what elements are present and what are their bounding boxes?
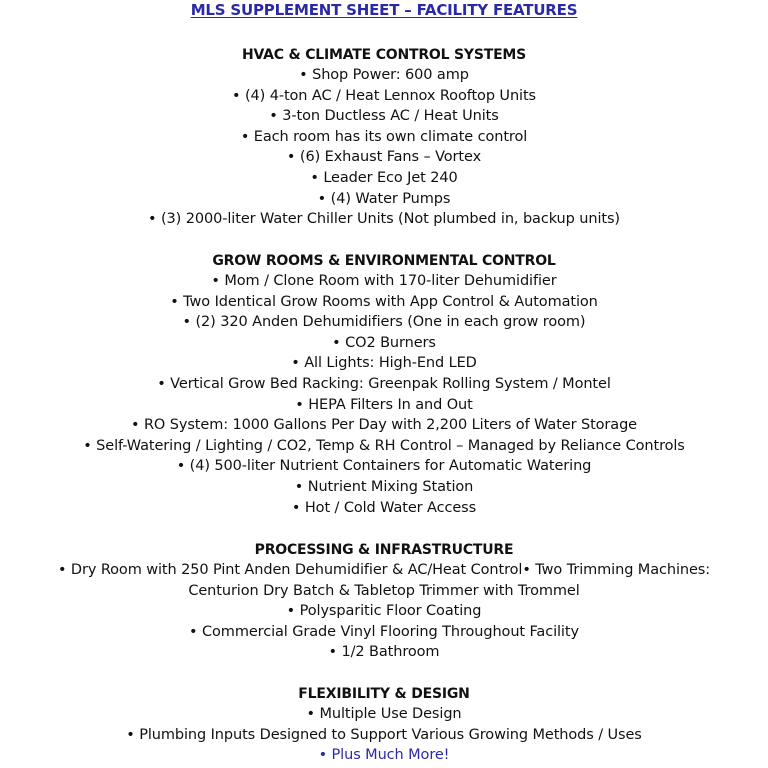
list-item: • (6) Exhaust Fans – Vortex xyxy=(286,149,482,166)
section-heading: GROW ROOMS & ENVIRONMENTAL CONTROL xyxy=(212,252,556,269)
section-grow-rooms xyxy=(0,251,768,519)
list-item: • Leader Eco Jet 240 xyxy=(310,170,458,187)
list-item: • HEPA Filters In and Out xyxy=(295,396,473,413)
list-item: • Commercial Grade Vinyl Flooring Throughout Facility xyxy=(189,623,579,640)
feature-list xyxy=(0,704,768,766)
list-item: • Mom / Clone Room with 170-liter Dehumidifier xyxy=(211,273,557,290)
feature-list xyxy=(0,65,768,230)
list-item: • Each room has its own climate control xyxy=(240,128,528,145)
section-heading: FLEXIBILITY & DESIGN xyxy=(298,685,470,702)
list-item: • Self-Watering / Lighting / CO2, Temp & RH Control – Managed by Reliance Controls xyxy=(83,437,685,454)
feature-list xyxy=(0,271,768,518)
section-heading: PROCESSING & INFRASTRUCTURE xyxy=(254,541,514,558)
list-item: • (2) 320 Anden Dehumidifiers (One in each grow room) xyxy=(182,314,586,331)
section-hvac xyxy=(0,45,768,230)
list-item: • Hot / Cold Water Access xyxy=(291,499,477,516)
list-item: • (4) 500-liter Nutrient Containers for Automatic Watering xyxy=(176,458,592,475)
list-item: • Dry Room with 250 Pint Anden Dehumidifier & AC/Heat Control• Two Trimming Machines: xyxy=(57,562,711,579)
list-item: Centurion Dry Batch & Tabletop Trimmer with Trommel xyxy=(188,582,580,599)
list-item: • Polysparitic Floor Coating xyxy=(286,603,482,620)
list-item: • CO2 Burners xyxy=(332,334,436,351)
list-item: • (3) 2000-liter Water Chiller Units (Not plumbed in, backup units) xyxy=(148,211,620,228)
section-heading: HVAC & CLIMATE CONTROL SYSTEMS xyxy=(241,46,527,63)
list-item: • (4) Water Pumps xyxy=(317,190,451,207)
list-item: • 1/2 Bathroom xyxy=(328,644,440,661)
list-item: • RO System: 1000 Gallons Per Day with 2,200 Liters of Water Storage xyxy=(130,417,638,434)
list-item: • Vertical Grow Bed Racking: Greenpak Rolling System / Montel xyxy=(157,376,611,393)
section-flexibility xyxy=(0,684,768,766)
list-item: • 3-ton Ductless AC / Heat Units xyxy=(269,108,499,125)
list-item: • Multiple Use Design xyxy=(306,706,462,723)
list-item: • All Lights: High-End LED xyxy=(291,355,477,372)
list-item: • Plus Much More! xyxy=(318,747,450,764)
list-item: • Two Identical Grow Rooms with App Control & Automation xyxy=(170,293,598,310)
page-title: MLS SUPPLEMENT SHEET – FACILITY FEATURES xyxy=(190,1,578,19)
list-item: • (4) 4-ton AC / Heat Lennox Rooftop Units xyxy=(231,87,537,104)
list-item: • Nutrient Mixing Station xyxy=(294,479,474,496)
list-item: • Shop Power: 600 amp xyxy=(299,67,469,84)
section-processing xyxy=(0,540,768,664)
feature-list xyxy=(0,560,768,663)
list-item: • Plumbing Inputs Designed to Support Various Growing Methods / Uses xyxy=(126,726,642,743)
